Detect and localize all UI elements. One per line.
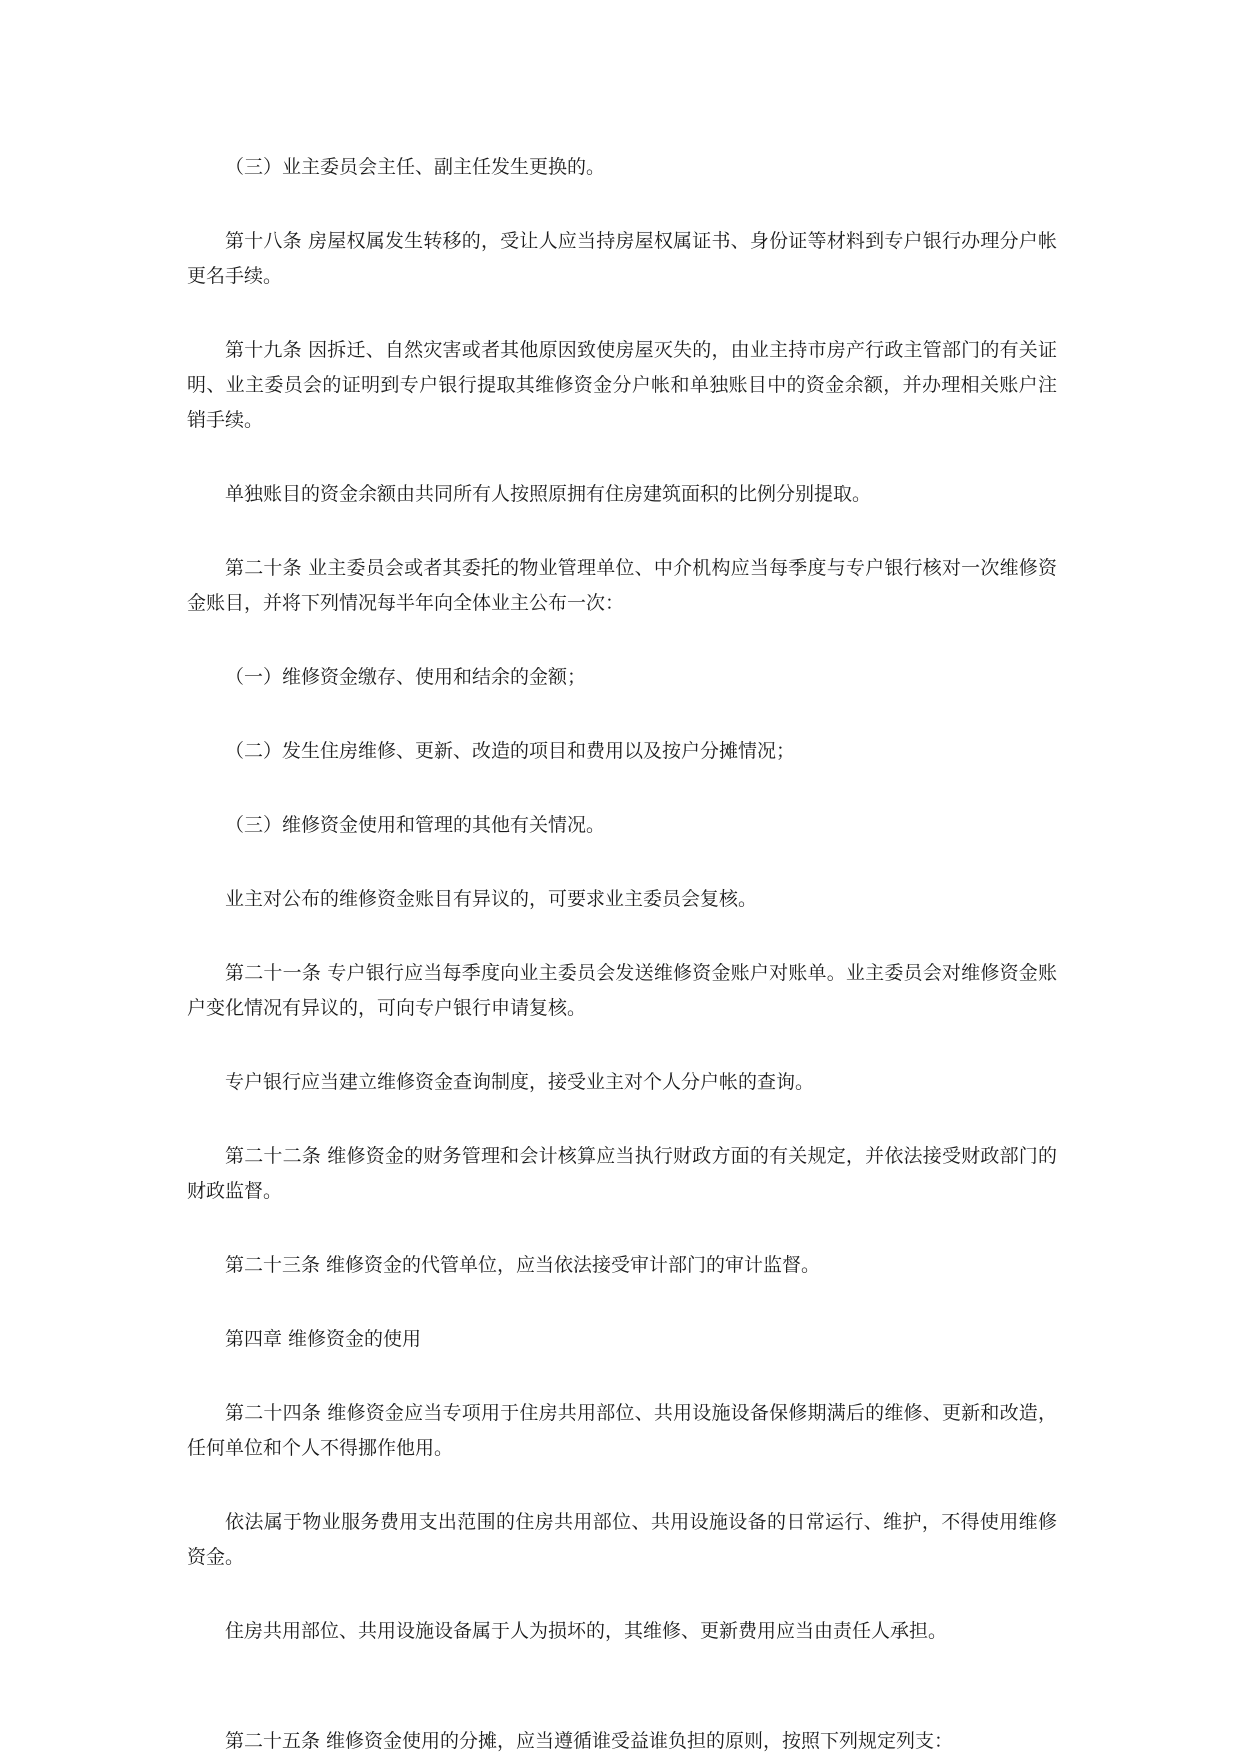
article-21-query-system: 专户银行应当建立维修资金查询制度，接受业主对个人分户帐的查询。: [225, 1071, 815, 1093]
article-20-item-2: （二）发生住房维修、更新、改造的项目和费用以及按户分摊情况；: [225, 740, 796, 762]
article-21: 第二十一条 专户银行应当每季度向业主委员会发送维修资金账户对账单。业主委员会对维修资金账户变化情况有异议的，可向专户银行申请复核。: [187, 962, 1057, 1019]
document-body: [187, 150, 1057, 1759]
article-22: 第二十二条 维修资金的财务管理和会计核算应当执行财政方面的有关规定，并依法接受财政部门的财政监督。: [187, 1145, 1057, 1202]
article-18: 第十八条 房屋权属发生转移的，受让人应当持房屋权属证书、身份证等材料到专户银行办理分户帐更名手续。: [187, 230, 1057, 287]
chapter-4-heading: 第四章 维修资金的使用: [225, 1328, 422, 1350]
paragraph-item-3-chair-change: （三）业主委员会主任、副主任发生更换的。: [225, 156, 606, 178]
article-20-objection: 业主对公布的维修资金账目有异议的，可要求业主委员会复核。: [225, 888, 758, 910]
article-24: 第二十四条 维修资金应当专项用于住房共用部位、共用设施设备保修期满后的维修、更新和改造，任何单位和个人不得挪作他用。: [187, 1402, 1057, 1459]
article-23: 第二十三条 维修资金的代管单位，应当依法接受审计部门的审计监督。: [225, 1254, 821, 1276]
article-25: 第二十五条 维修资金使用的分摊，应当遵循谁受益谁负担的原则，按照下列规定列支：: [225, 1730, 954, 1752]
article-20-item-1: （一）维修资金缴存、使用和结余的金额；: [225, 666, 587, 688]
article-19: 第十九条 因拆迁、自然灾害或者其他原因致使房屋灭失的，由业主持市房产行政主管部门的有关证明、业主委员会的证明到专户银行提取其维修资金分户帐和单独账目中的资金余额，并办理相关账户注销手续。: [187, 339, 1057, 431]
article-24-human-damage: 住房共用部位、共用设施设备属于人为损坏的，其维修、更新费用应当由责任人承担。: [225, 1620, 948, 1642]
article-24-daily-maintenance: 依法属于物业服务费用支出范围的住房共用部位、共用设施设备的日常运行、维护，不得使用维修资金。: [187, 1511, 1057, 1568]
article-20-item-3: （三）维修资金使用和管理的其他有关情况。: [225, 814, 606, 836]
article-20: 第二十条 业主委员会或者其委托的物业管理单位、中介机构应当每季度与专户银行核对一次维修资金账目，并将下列情况每半年向全体业主公布一次：: [187, 557, 1057, 614]
article-19-separate-account: 单独账目的资金余额由共同所有人按照原拥有住房建筑面积的比例分别提取。: [225, 483, 872, 505]
